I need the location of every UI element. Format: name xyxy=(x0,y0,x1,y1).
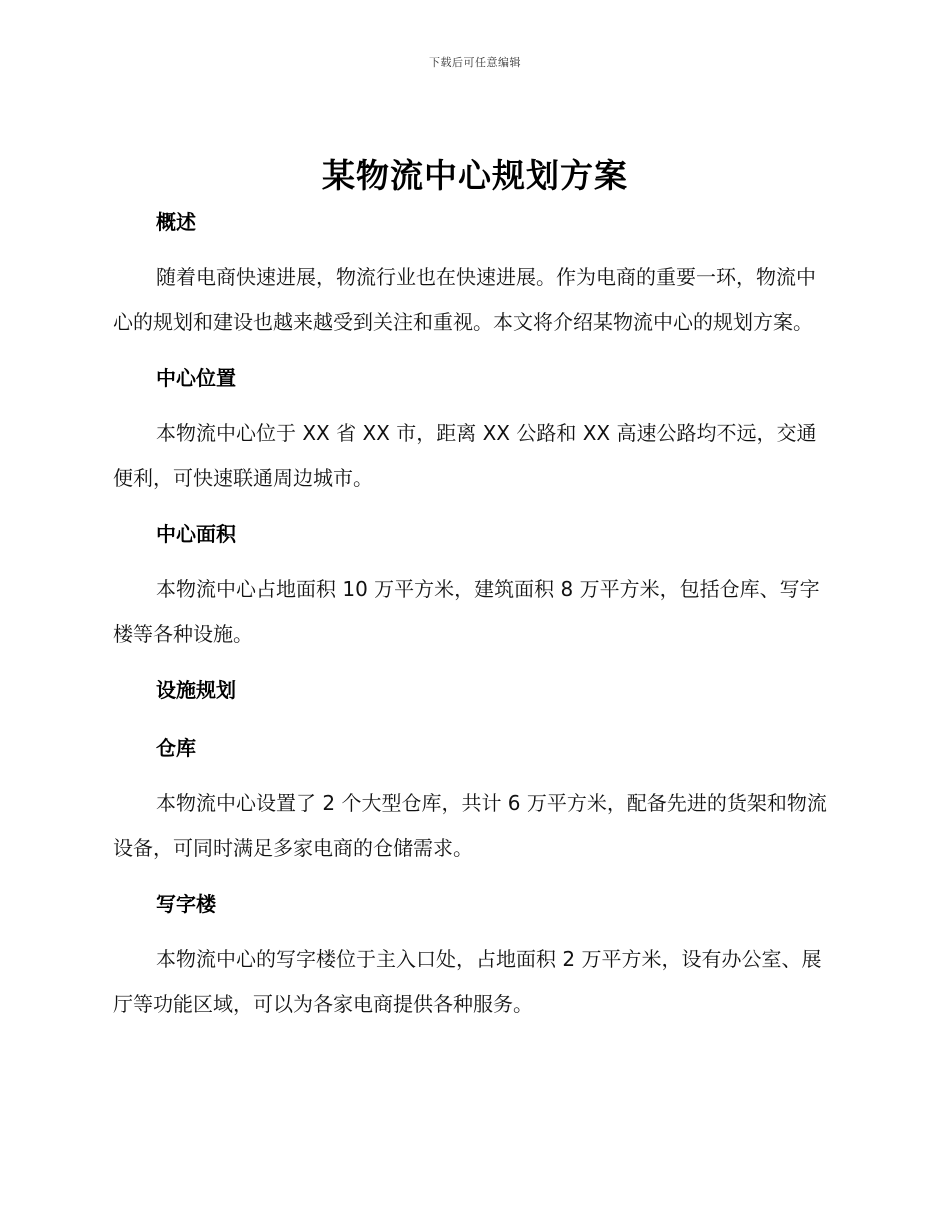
paragraph-location: 本物流中心位于 XX 省 XX 市，距离 XX 公路和 XX 高速公路均不远，交通便利，可快速联通周边城市。 xyxy=(113,421,817,490)
heading-location: 中心位置 xyxy=(156,366,236,390)
heading-warehouse: 仓库 xyxy=(156,736,196,760)
document-title: 某物流中心规划方案 xyxy=(322,156,628,195)
paragraph-area: 本物流中心占地面积 10 万平方米，建筑面积 8 万平方米，包括仓库、写字楼等各种设施。 xyxy=(113,577,820,646)
document-body xyxy=(113,205,833,1027)
heading-office: 写字楼 xyxy=(156,892,216,916)
paragraph-office: 本物流中心的写字楼位于主入口处，占地面积 2 万平方米，设有办公室、展厅等功能区域，可以为各家电商提供各种服务。 xyxy=(113,947,822,1016)
heading-area: 中心面积 xyxy=(156,522,236,546)
heading-overview: 概述 xyxy=(156,210,196,234)
page-header-note: 下载后可任意编辑 xyxy=(429,56,521,69)
paragraph-warehouse: 本物流中心设置了 2 个大型仓库，共计 6 万平方米，配备先进的货架和物流设备，可同时满足多家电商的仓储需求。 xyxy=(113,791,827,860)
paragraph-overview: 随着电商快速进展，物流行业也在快速进展。作为电商的重要一环，物流中心的规划和建设也越来越受到关注和重视。本文将介绍某物流中心的规划方案。 xyxy=(113,265,816,334)
heading-facilities: 设施规划 xyxy=(156,678,236,702)
